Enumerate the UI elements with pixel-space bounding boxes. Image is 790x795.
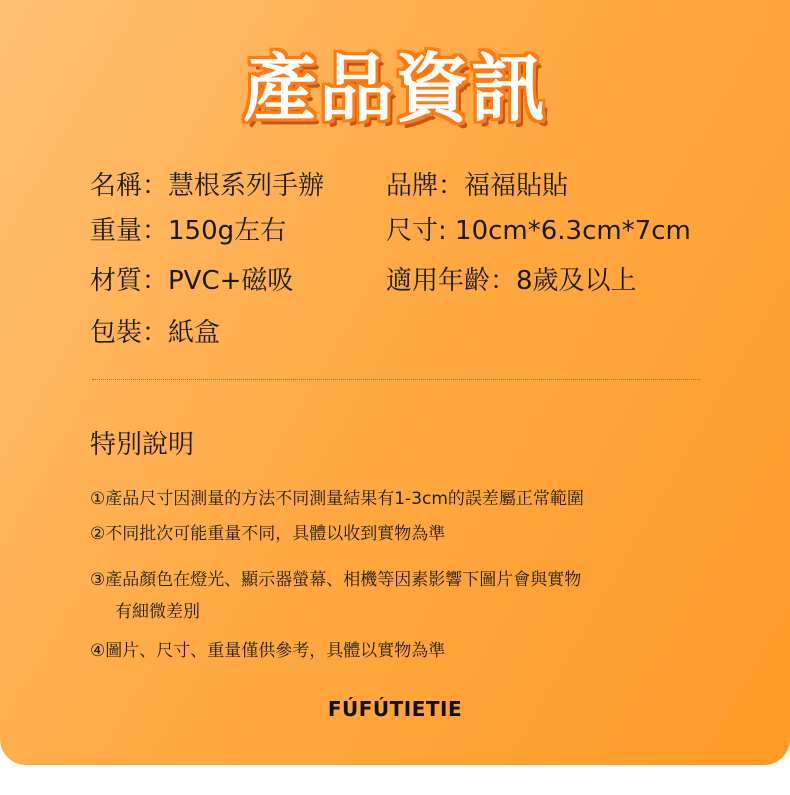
note-item: ②不同批次可能重量不同，具體以收到實物為準 [90, 524, 446, 544]
brand-logo: FÚFÚTIETIE [327, 697, 463, 721]
notes-title: 特別說明 [90, 430, 195, 460]
spec-packaging: 包裝：紙盒 [90, 318, 221, 348]
spec-name: 名稱：慧根系列手辦 [90, 171, 325, 201]
note-item: ④圖片、尺寸、重量僅供參考，具體以實物為準 [90, 641, 446, 661]
spec-material: 材質：PVC+磁吸 [90, 266, 294, 296]
note-item-continued: 有細微差別 [115, 602, 200, 622]
spec-size: 尺寸: 10cm*6.3cm*7cm [386, 216, 691, 246]
note-item: ③產品顏色在燈光、顯示器螢幕、相機等因素影響下圖片會與實物 [90, 570, 582, 590]
note-item: ①產品尺寸因測量的方法不同測量結果有1-3cm的誤差屬正常範圍 [90, 489, 584, 509]
page-title: 產品資訊 [243, 46, 547, 132]
spec-weight: 重量：150g左右 [90, 216, 287, 246]
spec-brand: 品牌：福福貼貼 [386, 171, 569, 201]
spec-age: 適用年齡：8歲及以上 [386, 266, 637, 296]
dotted-divider [92, 379, 700, 380]
